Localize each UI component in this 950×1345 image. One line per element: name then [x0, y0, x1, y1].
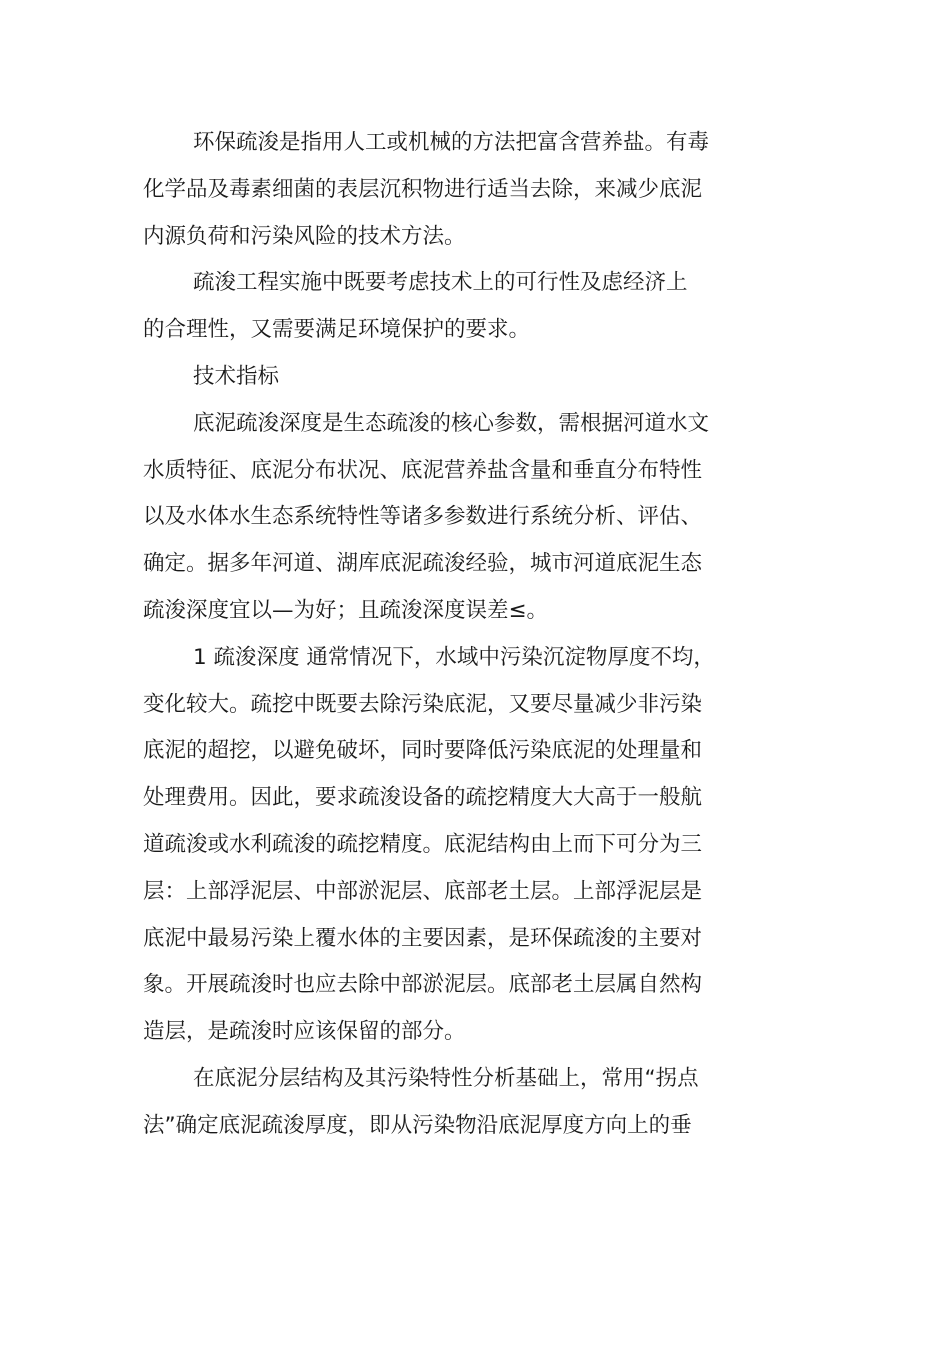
document-body [143, 120, 763, 1150]
paragraph-intro [143, 120, 763, 260]
text-line: 底泥疏浚深度是生态疏浚的核心参数，需根据河道水文 [193, 410, 710, 436]
text-line: 水质特征、底泥分布状况、底泥营养盐含量和垂直分布特性 [143, 457, 703, 483]
text-line: 环保疏浚是指用人工或机械的方法把富含营养盐。有毒 [193, 130, 710, 155]
text-line: 化学品及毒素细菌的表层沉积物进行适当去除，来减少底泥 [143, 176, 703, 202]
text-line: 在底泥分层结构及其污染特性分析基础上，常用“拐点 [193, 1065, 699, 1091]
paragraph-dredging-depth-detail [143, 635, 763, 1056]
text-line: 底泥的超挖，以避免破坏，同时要降低污染底泥的处理量和 [143, 738, 703, 764]
section-heading-technical-indicators [143, 354, 763, 401]
text-line: 造层，是疏浚时应该保留的部分。 [143, 1019, 466, 1045]
text-line: 底泥中最易污染上覆水体的主要因素，是环保疏浚的主要对 [143, 925, 703, 951]
text-line: 1 疏浚深度 通常情况下，水域中污染沉淀物厚度不均， [193, 644, 715, 670]
text-line: 变化较大。疏挖中既要去除污染底泥，又要尽量减少非污染 [143, 691, 703, 717]
paragraph-dredging-depth-overview [143, 401, 763, 635]
text-line: 法”确定底泥疏浚厚度，即从污染物沿底泥厚度方向上的垂 [143, 1112, 692, 1138]
text-line: 确定。据多年河道、湖库底泥疏浚经验，城市河道底泥生态 [143, 551, 703, 577]
text-line: 内源负荷和污染风险的技术方法。 [143, 223, 466, 249]
text-line: 疏浚深度宜以—为好；且疏浚深度误差≤。 [143, 597, 549, 623]
paragraph-inflection-method [143, 1056, 763, 1150]
text-line: 技术指标 [193, 363, 280, 389]
text-line: 道疏浚或水利疏浚的疏挖精度。底泥结构由上而下可分为三 [143, 831, 703, 857]
text-line: 象。开展疏浚时也应去除中部淤泥层。底部老土层属自然构 [143, 972, 703, 998]
text-line: 处理费用。因此，要求疏浚设备的疏挖精度大大高于一般航 [143, 785, 703, 811]
text-line: 的合理性，又需要满足环境保护的要求。 [143, 317, 531, 343]
text-line: 疏浚工程实施中既要考虑技术上的可行性及虑经济上 [193, 270, 688, 296]
paragraph-feasibility [143, 260, 763, 354]
text-line: 以及水体水生态系统特性等诸多参数进行系统分析、评估、 [143, 504, 703, 530]
text-line: 层：上部浮泥层、中部淤泥层、底部老土层。上部浮泥层是 [143, 878, 703, 904]
